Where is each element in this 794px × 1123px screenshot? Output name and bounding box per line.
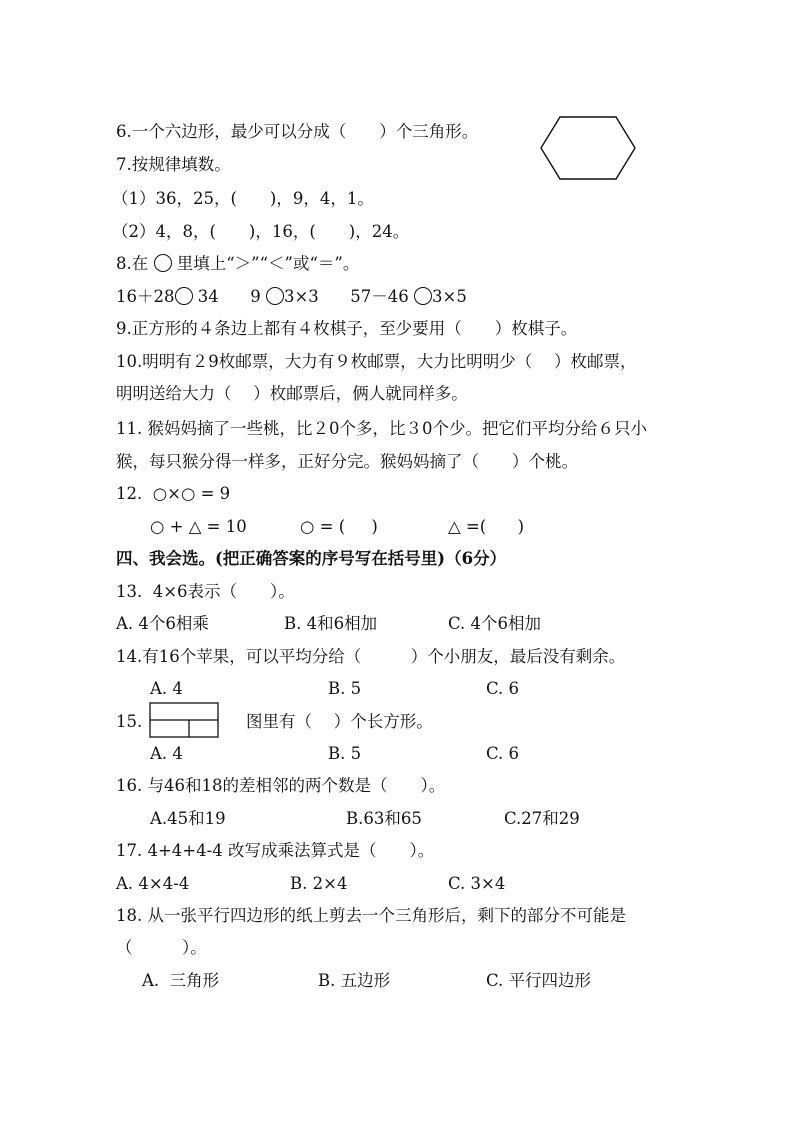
question-14-option-b: B. 5 (328, 679, 362, 698)
question-16-option-c: C.27和29 (504, 809, 580, 828)
question-15-number: 15. (116, 712, 143, 731)
question-17: 17. 4+4+4-4 改写成乘法算式是（ ）。 (116, 841, 435, 860)
question-15-option-a: A. 4 (150, 744, 183, 763)
question-16-option-b: B.63和65 (346, 809, 422, 828)
question-18-line-2: （ ）。 (116, 938, 207, 957)
circle-blank-icon (175, 287, 193, 305)
q8-expr-3b: 3×5 (432, 287, 467, 306)
q8-text-b: 里填上“＞”“＜”或“＝”。 (176, 254, 360, 273)
question-11-line-1: 11. 猴妈妈摘了一些桃，比２0个多，比３0个少。把它们平均分给６只小 (116, 419, 647, 438)
question-8-prompt (116, 253, 359, 275)
circle-blank-icon (266, 287, 284, 305)
question-15-option-b: B. 5 (328, 744, 362, 763)
question-13-option-c: C. 4个6相加 (448, 614, 542, 633)
question-10-line-1: 10.明明有２9枚邮票，大力有９枚邮票，大力比明明少（ ）枚邮票， (116, 352, 637, 371)
q8-expr-1b: 34 (197, 287, 219, 306)
question-8-expressions (116, 286, 467, 308)
question-7: 7.按规律填数。 (116, 155, 231, 174)
question-12-line-1: 12. ○×○ = 9 (116, 484, 231, 503)
question-15-text: 图里有（ ）个长方形。 (246, 712, 433, 731)
question-12-eq-1: ○ + △ = 10 (150, 517, 247, 536)
question-13-option-a: A. 4个6相乘 (116, 614, 209, 633)
question-9: 9.正方形的４条边上都有４枚棋子，至少要用（ ）枚棋子。 (116, 319, 578, 338)
question-10-line-2: 明明送给大力（ ）枚邮票后，俩人就同样多。 (116, 384, 468, 403)
question-14-option-a: A. 4 (150, 679, 183, 698)
question-14-option-c: C. 6 (486, 679, 520, 698)
question-14: 14.有16个苹果，可以平均分给（ ）个小朋友，最后没有剩余。 (116, 647, 626, 666)
q8-expr-3: 57－46 (350, 287, 409, 306)
question-15-option-c: C. 6 (486, 744, 520, 763)
question-18-option-a: A. 三角形 (142, 971, 220, 990)
question-17-option-b: B. 2×4 (290, 874, 348, 893)
q8-expr-1: 16＋28 (116, 287, 175, 306)
circle-blank-icon (154, 254, 172, 272)
question-16-option-a: A.45和19 (150, 809, 226, 828)
rectangle-figure (149, 702, 221, 740)
question-11-line-2: 猴，每只猴分得一样多，正好分完。猴妈妈摘了（ ）个桃。 (116, 452, 578, 471)
question-18-line-1: 18. 从一张平行四边形的纸上剪去一个三角形后，剩下的部分不可能是 (116, 906, 626, 925)
hexagon-figure (538, 115, 638, 181)
circle-blank-icon (414, 287, 432, 305)
question-13: 13. 4×6表示（ ）。 (116, 582, 295, 601)
question-16: 16. 与46和18的差相邻的两个数是（ ）。 (116, 776, 446, 795)
q8-text-a: 8.在 (116, 254, 149, 273)
question-7-part-1: （1）36，25，( )，9，4，1。 (112, 189, 374, 208)
question-12-eq-2: ○ = ( ) (300, 517, 378, 536)
question-13-option-b: B. 4和6相加 (284, 614, 378, 633)
question-17-option-c: C. 3×4 (448, 874, 506, 893)
question-17-option-a: A. 4×4-4 (116, 874, 190, 893)
q8-expr-2: 9 (250, 287, 261, 306)
question-7-part-2: （2）4，8，( )，16，( )，24。 (112, 222, 410, 241)
q8-expr-2b: 3×3 (283, 287, 319, 306)
question-18-option-c: C. 平行四边形 (486, 971, 592, 990)
question-18-option-b: B. 五边形 (318, 971, 391, 990)
section-4-heading: 四、我会选。(把正确答案的序号写在括号里)（6分） (116, 549, 507, 568)
question-6: 6.一个六边形，最少可以分成（ ）个三角形。 (116, 122, 479, 141)
question-12-eq-3: △ =( ) (448, 517, 525, 536)
